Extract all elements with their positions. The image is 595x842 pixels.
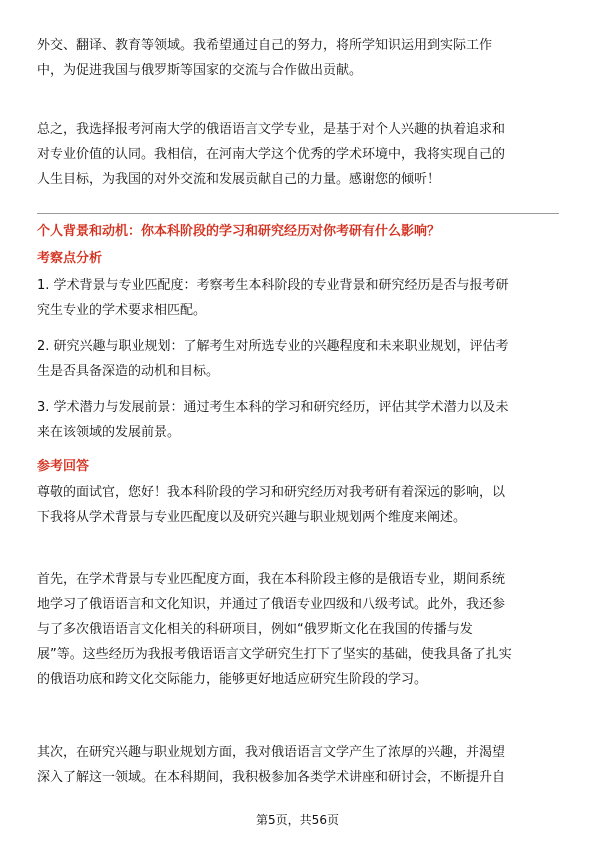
question-title: 个人背景和动机：你本科阶段的学习和研究经历对你考研有什么影响？ (37, 224, 441, 239)
text-line: 1. 学术背景与专业匹配度：考察考生本科阶段的专业背景和研究经历是否与报考研 (37, 278, 509, 293)
analysis-item-3 (37, 395, 559, 445)
text-line: 尊敬的面试官，您好！我本科阶段的学习和研究经历对我考研有着深远的影响，以 (37, 485, 506, 500)
text-line: 展”等。这些经历为我报考俄语语言文学研究生打下了坚实的基础，使我具备了扎实 (37, 647, 512, 662)
text-line: 中，为促进我国与俄罗斯等国家的交流与合作做出贡献。 (37, 63, 363, 78)
text-line: 的俄语功底和跨文化交际能力，能够更好地适应研究生阶段的学习。 (37, 672, 428, 687)
answer-paragraph-3 (37, 740, 559, 790)
section-divider (37, 213, 559, 214)
text-line: 首先，在学术背景与专业匹配度方面，我在本科阶段主修的是俄语专业，期间系统 (37, 572, 506, 587)
conclusion-paragraph (37, 117, 559, 192)
intro-paragraph-end (37, 33, 559, 83)
page-footer: 第5页，共56页 (256, 813, 339, 827)
answer-label: 参考回答 (37, 459, 90, 474)
text-line: 对专业价值的认同。我相信，在河南大学这个优秀的学术环境中，我将实现自己的 (37, 147, 506, 162)
text-line: 究生专业的学术要求相匹配。 (37, 303, 207, 318)
analysis-item-2 (37, 334, 559, 384)
answer-paragraph-1 (37, 480, 559, 530)
text-line: 人生目标，为我国的对外交流和发展贡献自己的力量。感谢您的倾听！ (37, 172, 441, 187)
text-line: 与了多次俄语语言文化相关的科研项目，例如“俄罗斯文化在我国的传播与发 (37, 622, 473, 637)
text-line: 生是否具备深造的动机和目标。 (37, 364, 220, 379)
text-line: 外交、翻译、教育等领域。我希望通过自己的努力，将所学知识运用到实际工作 (37, 38, 493, 53)
text-line: 2. 研究兴趣与职业规划：了解考生对所选专业的兴趣程度和未来职业规划，评估考 (37, 339, 509, 354)
text-line: 地学习了俄语语言和文化知识，并通过了俄语专业四级和八级考试。此外，我还参 (37, 597, 506, 612)
text-line: 其次，在研究兴趣与职业规划方面，我对俄语语言文学产生了浓厚的兴趣，并渴望 (37, 745, 506, 760)
analysis-item-1 (37, 273, 559, 323)
text-line: 来在该领域的发展前景。 (37, 425, 181, 440)
text-line: 下我将从学术背景与专业匹配度以及研究兴趣与职业规划两个维度来阐述。 (37, 510, 467, 525)
text-line: 总之，我选择报考河南大学的俄语语言文学专业，是基于对个人兴趣的执着追求和 (37, 122, 506, 137)
answer-paragraph-2 (37, 567, 559, 692)
text-line: 深入了解这一领域。在本科期间，我积极参加各类学术讲座和研讨会，不断提升自 (37, 770, 506, 785)
text-line: 3. 学术潜力与发展前景：通过考生本科的学习和研究经历，评估其学术潜力以及未 (37, 400, 509, 415)
analysis-label: 考察点分析 (37, 251, 103, 266)
